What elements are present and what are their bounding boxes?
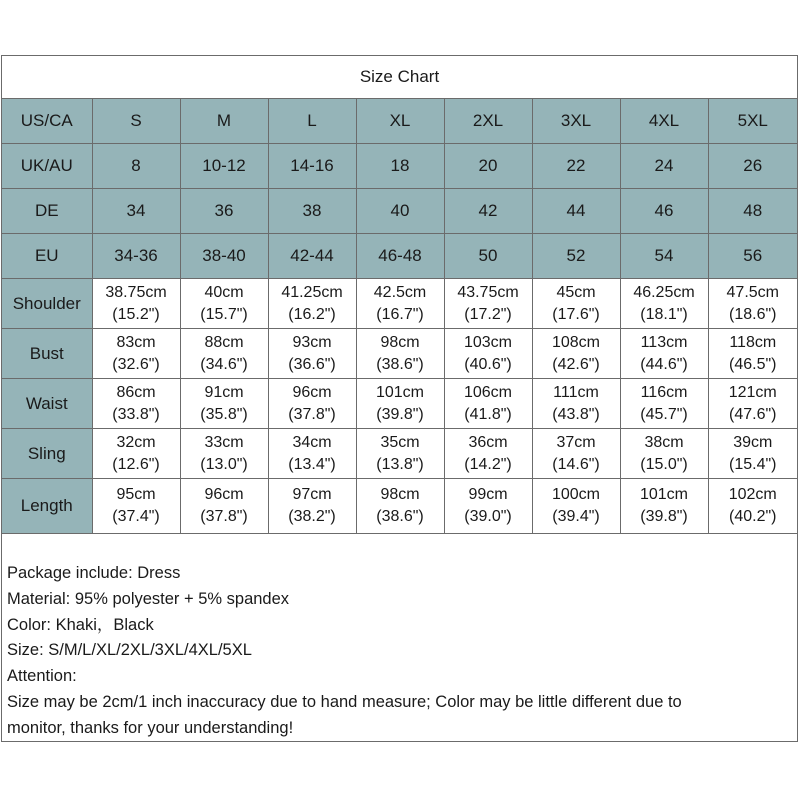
size-cell: 18 bbox=[356, 144, 444, 189]
row-label: UK/AU bbox=[2, 144, 92, 189]
measurement-cell bbox=[268, 379, 356, 429]
size-cell: 52 bbox=[532, 234, 620, 279]
inch-value: (40.2") bbox=[729, 508, 777, 525]
inch-value: (14.6") bbox=[552, 455, 600, 473]
cm-value: 95cm bbox=[116, 486, 156, 503]
size-cell: 24 bbox=[620, 144, 708, 189]
inch-value: (17.2") bbox=[464, 305, 512, 323]
size-cell: 20 bbox=[444, 144, 532, 189]
measurement-cell bbox=[708, 379, 797, 429]
cm-value: 88cm bbox=[204, 333, 244, 351]
measurement-cell bbox=[708, 329, 797, 379]
cm-value: 37cm bbox=[556, 433, 596, 451]
size-cell: 26 bbox=[708, 144, 797, 189]
measurement-row bbox=[2, 279, 797, 329]
size-row bbox=[2, 99, 797, 144]
measurement-cell bbox=[180, 479, 268, 534]
inch-value: (16.7") bbox=[376, 305, 424, 323]
size-cell: S bbox=[92, 99, 180, 144]
size-cell: 46-48 bbox=[356, 234, 444, 279]
cm-value: 98cm bbox=[380, 486, 420, 503]
measurement-cell bbox=[620, 279, 708, 329]
cm-value: 38.75cm bbox=[105, 283, 167, 301]
size-cell: 46 bbox=[620, 189, 708, 234]
measurement-cell bbox=[180, 429, 268, 479]
inch-value: (33.8") bbox=[112, 405, 160, 423]
cm-value: 121cm bbox=[728, 383, 777, 401]
cm-value: 86cm bbox=[116, 383, 156, 401]
size-cell: XL bbox=[356, 99, 444, 144]
cm-value: 36cm bbox=[468, 433, 508, 451]
inch-value: (35.8") bbox=[200, 405, 248, 423]
inch-value: (45.7") bbox=[640, 405, 688, 423]
size-cell: 38-40 bbox=[180, 234, 268, 279]
note-inaccuracy-2: monitor, thanks for your understanding! bbox=[7, 718, 294, 737]
measurement-cell bbox=[444, 479, 532, 534]
size-cell: 10-12 bbox=[180, 144, 268, 189]
inch-value: (46.5") bbox=[729, 355, 777, 373]
size-cell: 38 bbox=[268, 189, 356, 234]
measurement-row bbox=[2, 379, 797, 429]
measurement-cell bbox=[268, 329, 356, 379]
size-row bbox=[2, 144, 797, 189]
cm-value: 102cm bbox=[728, 486, 777, 503]
inch-value: (32.6") bbox=[112, 355, 160, 373]
row-label: US/CA bbox=[2, 99, 92, 144]
measurement-cell bbox=[708, 279, 797, 329]
cm-value: 38cm bbox=[644, 433, 684, 451]
inch-value: (38.6") bbox=[376, 508, 424, 525]
size-cell: M bbox=[180, 99, 268, 144]
measurement-cell bbox=[268, 429, 356, 479]
measurement-label: Waist bbox=[2, 379, 92, 429]
size-row bbox=[2, 234, 797, 279]
cm-value: 91cm bbox=[204, 383, 244, 401]
size-cell: 42-44 bbox=[268, 234, 356, 279]
cm-value: 43.75cm bbox=[457, 283, 519, 301]
size-cell: 4XL bbox=[620, 99, 708, 144]
size-cell: 3XL bbox=[532, 99, 620, 144]
size-row bbox=[2, 189, 797, 234]
inch-value: (16.2") bbox=[288, 305, 336, 323]
cm-value: 101cm bbox=[639, 486, 689, 503]
inch-value: (47.6") bbox=[729, 405, 777, 423]
inch-value: (39.4") bbox=[552, 508, 600, 525]
cm-value: 32cm bbox=[116, 433, 156, 451]
measurement-cell bbox=[444, 429, 532, 479]
cm-value: 47.5cm bbox=[726, 283, 779, 301]
measurement-cell bbox=[532, 379, 620, 429]
measurement-cell bbox=[444, 279, 532, 329]
inch-value: (36.6") bbox=[288, 355, 336, 373]
inch-value: (18.6") bbox=[729, 305, 777, 323]
note-package: Package include: Dress bbox=[7, 564, 181, 582]
cm-value: 42.5cm bbox=[373, 283, 427, 301]
measurement-label: Sling bbox=[2, 429, 92, 479]
size-cell: 36 bbox=[180, 189, 268, 234]
size-cell: 34-36 bbox=[92, 234, 180, 279]
measurement-cell bbox=[92, 429, 180, 479]
inch-value: (38.2") bbox=[288, 508, 336, 525]
measurement-rows bbox=[2, 279, 797, 534]
cm-value: 39cm bbox=[733, 433, 773, 451]
measurement-cell bbox=[92, 379, 180, 429]
measurement-cell bbox=[356, 279, 444, 329]
cm-value: 100cm bbox=[551, 486, 601, 503]
measurement-label: Length bbox=[2, 479, 92, 534]
measurement-row bbox=[2, 429, 797, 479]
measurement-cell bbox=[180, 329, 268, 379]
size-cell: 50 bbox=[444, 234, 532, 279]
chart-title: Size Chart bbox=[2, 56, 797, 99]
measurement-cell bbox=[92, 479, 180, 534]
inch-value: (18.1") bbox=[640, 305, 688, 323]
cm-value: 34cm bbox=[292, 433, 332, 451]
measurement-cell bbox=[268, 479, 356, 534]
inch-value: (39.8") bbox=[640, 508, 688, 525]
measurement-cell bbox=[268, 279, 356, 329]
inch-value: (15.0") bbox=[640, 455, 688, 473]
cm-value: 83cm bbox=[116, 333, 156, 351]
cm-value: 46.25cm bbox=[633, 283, 695, 301]
inch-value: (15.2") bbox=[112, 305, 160, 323]
size-cell: 40 bbox=[356, 189, 444, 234]
cm-value: 33cm bbox=[204, 433, 244, 451]
cm-value: 40cm bbox=[204, 283, 244, 301]
measurement-cell bbox=[444, 329, 532, 379]
inch-value: (37.8") bbox=[288, 405, 336, 423]
size-table bbox=[2, 98, 797, 534]
inch-value: (34.6") bbox=[200, 355, 248, 373]
cm-value: 108cm bbox=[551, 333, 601, 351]
cm-value: 101cm bbox=[375, 383, 425, 401]
measurement-label: Shoulder bbox=[2, 279, 92, 329]
note-size: Size: S/M/L/XL/2XL/3XL/4XL/5XL bbox=[7, 641, 252, 660]
size-cell: 56 bbox=[708, 234, 797, 279]
measurement-row bbox=[2, 329, 797, 379]
size-cell: 5XL bbox=[708, 99, 797, 144]
measurement-cell bbox=[180, 279, 268, 329]
inch-value: (43.8") bbox=[552, 405, 600, 423]
inch-value: (44.6") bbox=[640, 355, 688, 373]
cm-value: 99cm bbox=[468, 486, 508, 503]
product-notes bbox=[7, 561, 792, 742]
inch-value: (39.8") bbox=[376, 405, 424, 423]
row-label: DE bbox=[2, 189, 92, 234]
measurement-row bbox=[2, 479, 797, 534]
size-cell: 42 bbox=[444, 189, 532, 234]
size-cell: 48 bbox=[708, 189, 797, 234]
measurement-cell bbox=[708, 429, 797, 479]
size-cell: 2XL bbox=[444, 99, 532, 144]
size-chart-frame bbox=[1, 55, 798, 742]
size-rows bbox=[2, 99, 797, 279]
measurement-cell bbox=[708, 479, 797, 534]
cm-value: 111cm bbox=[553, 383, 599, 401]
inch-value: (13.0") bbox=[200, 455, 248, 473]
measurement-cell bbox=[180, 379, 268, 429]
inch-value: (37.8") bbox=[200, 508, 248, 525]
note-attention: Attention: bbox=[7, 667, 77, 686]
measurement-cell bbox=[532, 479, 620, 534]
measurement-cell bbox=[532, 279, 620, 329]
measurement-cell bbox=[620, 429, 708, 479]
measurement-cell bbox=[356, 479, 444, 534]
inch-value: (38.6") bbox=[376, 355, 424, 373]
cm-value: 106cm bbox=[463, 383, 513, 401]
note-material: Material: 95% polyester + 5% spandex bbox=[7, 589, 290, 608]
inch-value: (39.0") bbox=[464, 508, 512, 525]
row-label: EU bbox=[2, 234, 92, 279]
cm-value: 96cm bbox=[292, 383, 332, 401]
cm-value: 97cm bbox=[292, 486, 332, 503]
cm-value: 35cm bbox=[380, 433, 420, 451]
cm-value: 93cm bbox=[292, 333, 332, 351]
cm-value: 41.25cm bbox=[281, 283, 343, 301]
inch-value: (41.8") bbox=[464, 405, 512, 423]
inch-value: (42.6") bbox=[552, 355, 600, 373]
cm-value: 113cm bbox=[640, 333, 688, 351]
cm-value: 118cm bbox=[729, 333, 777, 351]
size-cell: 14-16 bbox=[268, 144, 356, 189]
measurement-cell bbox=[444, 379, 532, 429]
inch-value: (37.4") bbox=[112, 508, 160, 525]
measurement-cell bbox=[620, 379, 708, 429]
inch-value: (13.8") bbox=[376, 455, 424, 473]
size-cell: 22 bbox=[532, 144, 620, 189]
cm-value: 45cm bbox=[556, 283, 596, 301]
cm-value: 96cm bbox=[204, 486, 244, 503]
measurement-cell bbox=[620, 479, 708, 534]
size-cell: 34 bbox=[92, 189, 180, 234]
measurement-label: Bust bbox=[2, 329, 92, 379]
inch-value: (17.6") bbox=[552, 305, 600, 323]
size-cell: 8 bbox=[92, 144, 180, 189]
cm-value: 116cm bbox=[640, 383, 688, 401]
inch-value: (40.6") bbox=[464, 355, 512, 373]
size-cell: 44 bbox=[532, 189, 620, 234]
measurement-cell bbox=[532, 329, 620, 379]
measurement-cell bbox=[356, 329, 444, 379]
inch-value: (13.4") bbox=[288, 455, 336, 473]
measurement-cell bbox=[532, 429, 620, 479]
inch-value: (15.7") bbox=[200, 305, 248, 323]
measurement-cell bbox=[356, 429, 444, 479]
measurement-cell bbox=[92, 329, 180, 379]
inch-value: (12.6") bbox=[112, 455, 160, 473]
measurement-cell bbox=[356, 379, 444, 429]
cm-value: 103cm bbox=[463, 333, 513, 351]
cm-value: 98cm bbox=[380, 333, 420, 351]
measurement-cell bbox=[92, 279, 180, 329]
measurement-cell bbox=[620, 329, 708, 379]
inch-value: (15.4") bbox=[729, 455, 777, 473]
size-cell: 54 bbox=[620, 234, 708, 279]
size-cell: L bbox=[268, 99, 356, 144]
note-inaccuracy-1: Size may be 2cm/1 inch inaccuracy due to hand measure; Color may be little different due to bbox=[7, 692, 682, 711]
inch-value: (14.2") bbox=[464, 455, 512, 473]
note-color: Color: Khaki，Black bbox=[7, 615, 154, 634]
